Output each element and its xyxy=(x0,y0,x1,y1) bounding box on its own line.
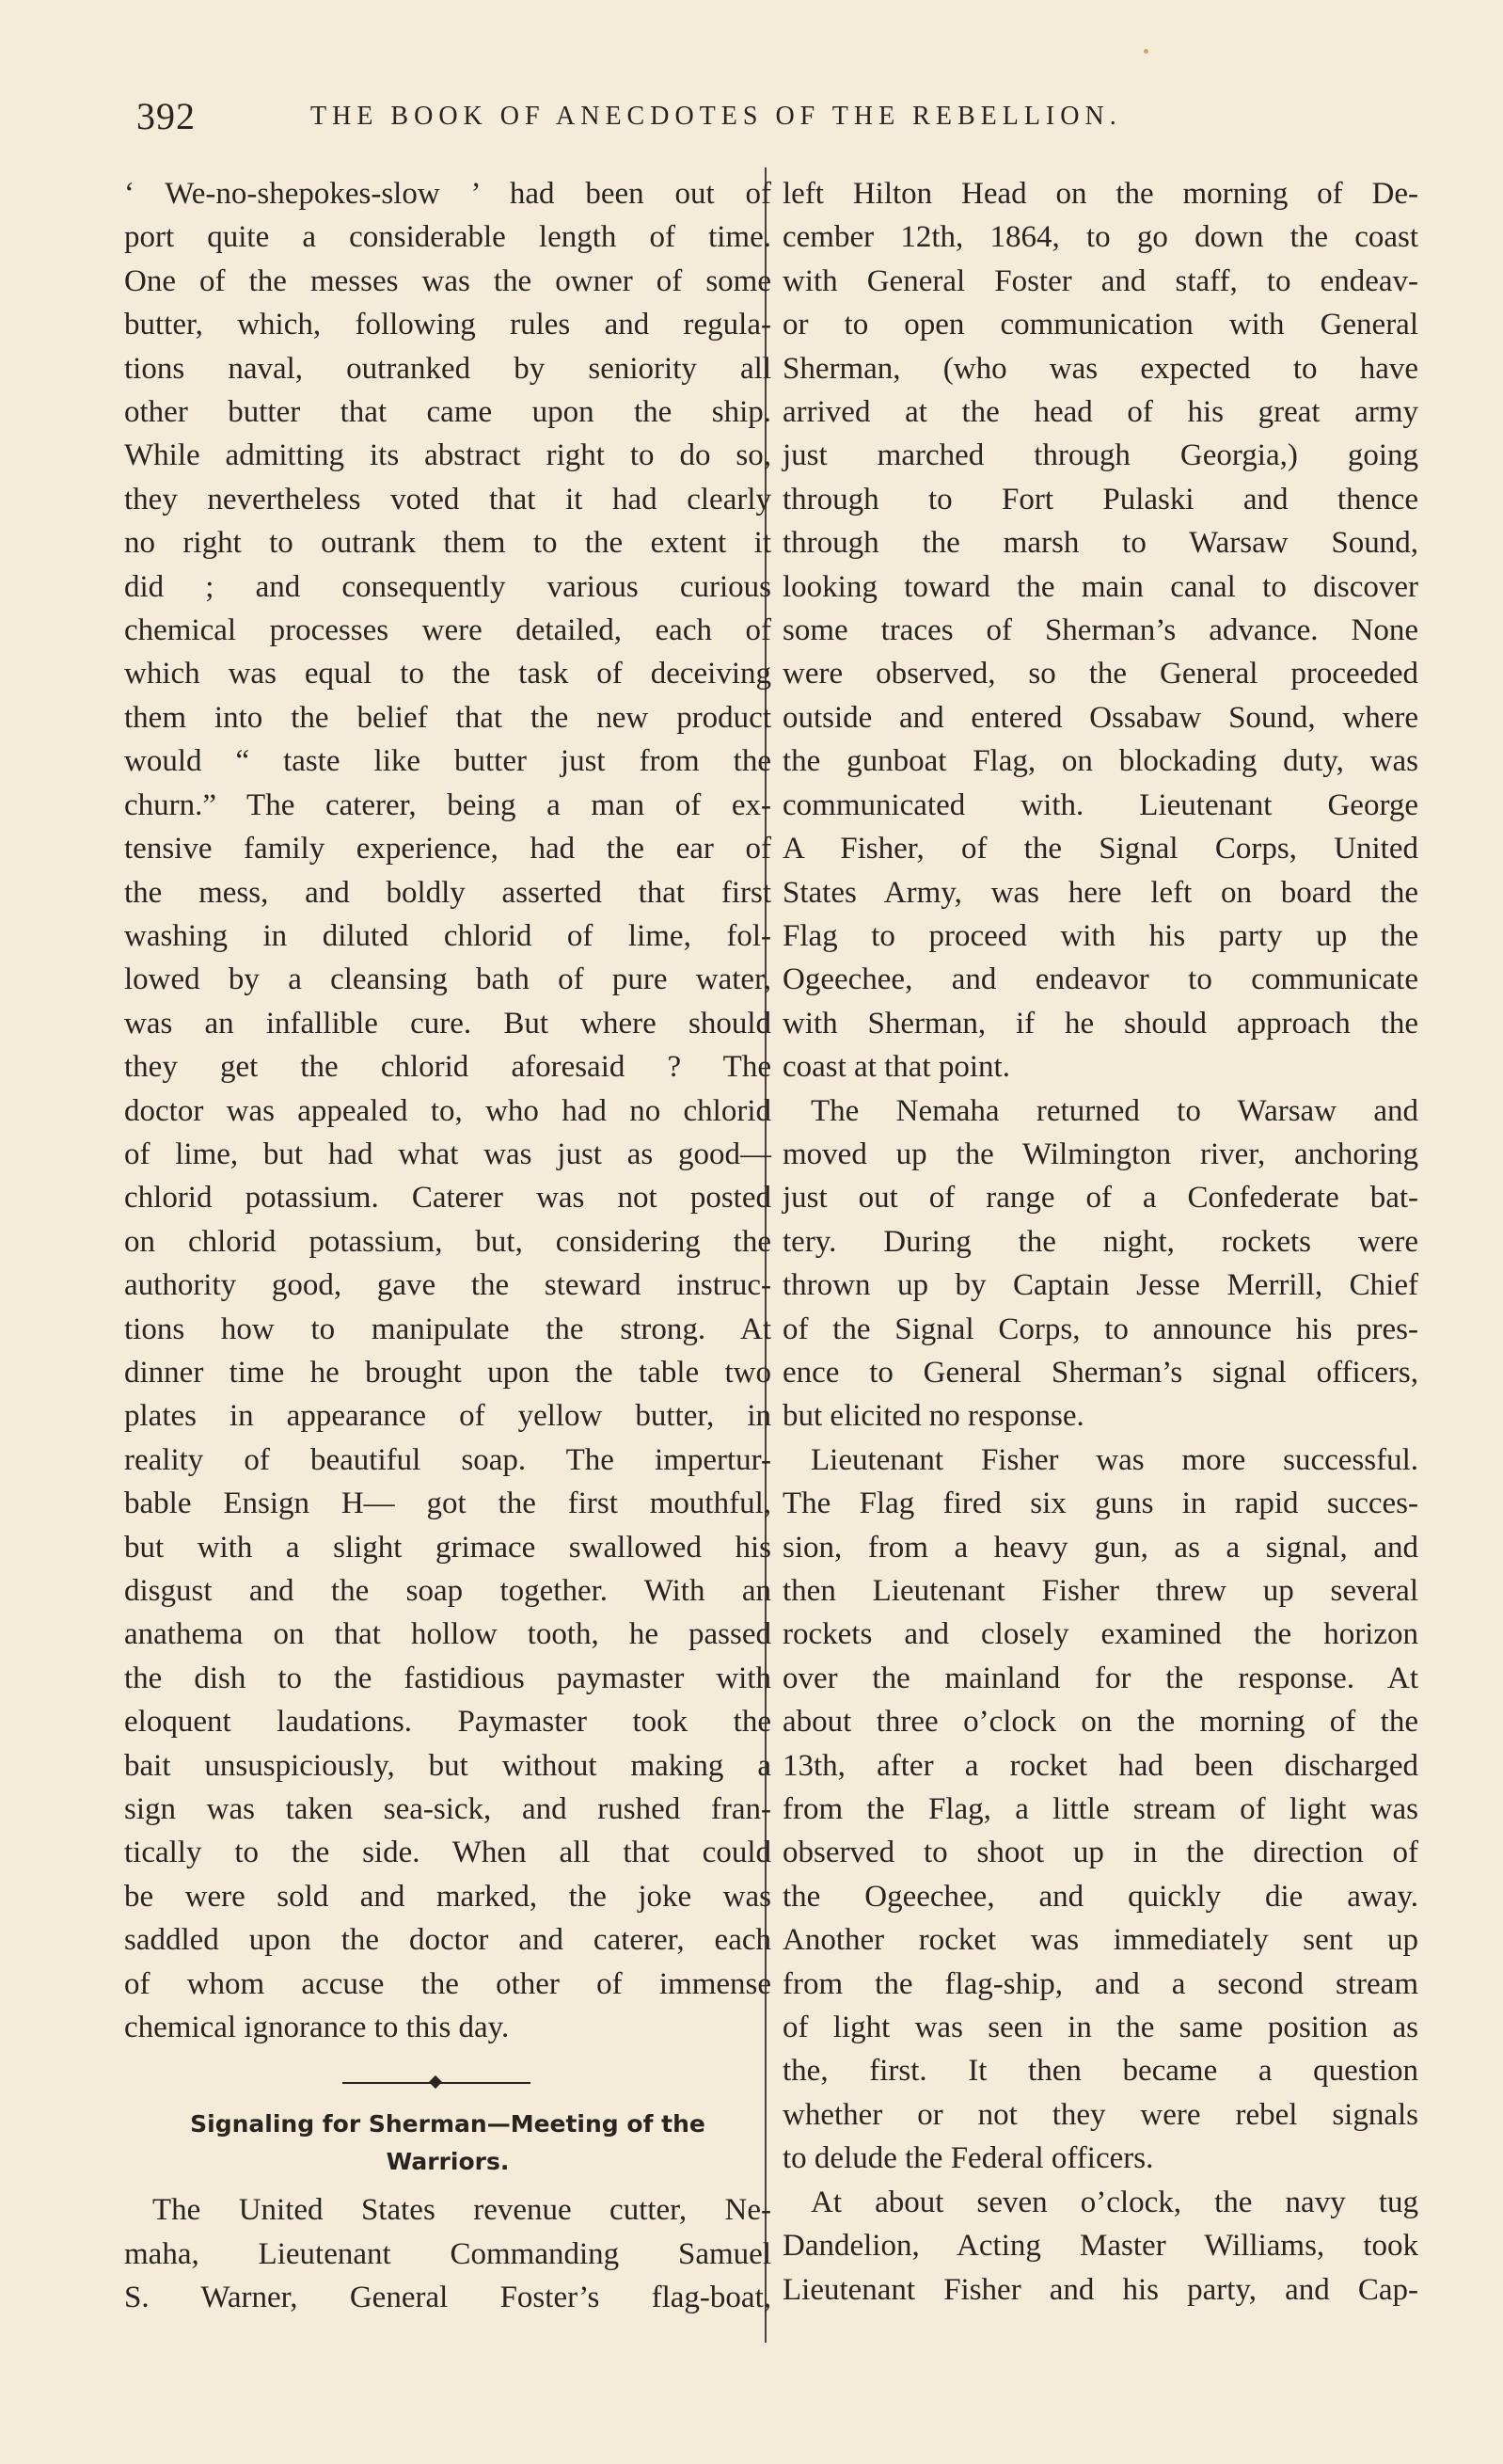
text-line: disgust and the soap together. With an xyxy=(124,1574,771,1608)
text-line: but elicited no response. xyxy=(783,1399,1084,1434)
text-line: would “ taste like butter just from the xyxy=(124,744,771,779)
text-line: Ogeechee, and endeavor to communicate xyxy=(783,962,1418,997)
text-line: was an infallible cure. But where should xyxy=(124,1006,771,1041)
text-line: whether or not they were rebel signals xyxy=(783,2097,1418,2132)
text-line: 13th, after a rocket had been discharged xyxy=(783,1748,1418,1783)
text-line: sion, from a heavy gun, as a signal, and xyxy=(783,1530,1418,1565)
text-line: outside and entered Ossabaw Sound, where xyxy=(783,700,1418,735)
text-line: were observed, so the General proceeded xyxy=(783,657,1418,692)
text-line: Flag to proceed with his party up the xyxy=(783,918,1418,953)
text-line: just out of range of a Confederate bat- xyxy=(783,1181,1418,1216)
text-line: dinner time he brought upon the table two xyxy=(124,1355,771,1390)
text-line: bait unsuspiciously, but without making a xyxy=(124,1748,771,1783)
text-line: tions how to manipulate the strong. At xyxy=(124,1311,771,1346)
text-line: A Fisher, of the Signal Corps, United xyxy=(783,832,1418,866)
text-line: authority good, gave the steward instruc- xyxy=(124,1268,771,1303)
text-line: At about seven o’clock, the navy tug xyxy=(811,2185,1418,2219)
text-line: on chlorid potassium, but, considering the xyxy=(124,1224,771,1259)
text-line: Dandelion, Acting Master Williams, took xyxy=(783,2229,1418,2264)
text-line: The Nemaha returned to Warsaw and xyxy=(811,1093,1418,1128)
text-line: tery. During the night, rockets were xyxy=(783,1224,1418,1259)
text-line: of lime, but had what was just as good— xyxy=(124,1137,771,1171)
running-head: THE BOOK OF ANECDOTES OF THE REBELLION. xyxy=(310,102,1122,131)
page-header xyxy=(136,94,1279,141)
text-line: from the Flag, a little stream of light was xyxy=(783,1792,1418,1827)
section-ornament xyxy=(124,2064,771,2100)
text-line: reality of beautiful soap. The impertur- xyxy=(124,1442,771,1477)
text-line: tically to the side. When all that could xyxy=(124,1836,771,1870)
text-line: observed to shoot up in the direction of xyxy=(783,1836,1418,1870)
text-line: of the Signal Corps, to announce his pres- xyxy=(783,1311,1418,1346)
text-line: While admitting its abstract right to do so, xyxy=(124,438,771,473)
text-line: looking toward the main canal to discover xyxy=(783,569,1418,604)
text-line: thrown up by Captain Jesse Merrill, Chief xyxy=(783,1268,1418,1303)
text-line: churn.” The caterer, being a man of ex- xyxy=(124,787,771,822)
text-line: from the flag-ship, and a second stream xyxy=(783,1966,1418,2001)
text-line: bable Ensign H— got the first mouthful, xyxy=(124,1486,771,1521)
text-line: of light was seen in the same position as xyxy=(783,2011,1418,2045)
text-line: with General Foster and staff, to endeav- xyxy=(783,263,1418,298)
text-line: saddled upon the doctor and caterer, each xyxy=(124,1923,771,1958)
text-line: moved up the Wilmington river, anchoring xyxy=(783,1137,1418,1171)
text-line: they nevertheless voted that it had clearly xyxy=(124,482,771,517)
text-line: through to Fort Pulaski and thence xyxy=(783,482,1418,517)
text-line: the dish to the fastidious paymaster with xyxy=(124,1661,771,1695)
text-line: sign was taken sea-sick, and rushed fran- xyxy=(124,1792,771,1827)
text-line: One of the messes was the owner of some xyxy=(124,263,771,298)
text-line: coast at that point. xyxy=(783,1050,1010,1085)
text-line: they get the chlorid aforesaid ? The xyxy=(124,1050,771,1085)
text-line: did ; and consequently various curious xyxy=(124,569,771,604)
text-line: the, first. It then became a question xyxy=(783,2054,1418,2089)
page-number: 392 xyxy=(136,95,196,137)
text-line: butter, which, following rules and regula- xyxy=(124,308,771,342)
text-line: ‘ We-no-shepokes-slow ’ had been out of xyxy=(124,177,771,211)
text-line: tensive family experience, had the ear of xyxy=(124,832,771,866)
text-line: chemical ignorance to this day. xyxy=(124,2011,510,2045)
text-line: Another rocket was immediately sent up xyxy=(783,1923,1418,1958)
text-line: the gunboat Flag, on blockading duty, was xyxy=(783,744,1418,779)
text-line: other butter that came upon the ship. xyxy=(124,395,771,430)
text-line: Sherman, (who was expected to have xyxy=(783,351,1418,386)
ornament-diamond xyxy=(429,2075,442,2089)
text-line: washing in diluted chlorid of lime, fol- xyxy=(124,918,771,953)
section-heading-line: Warriors. xyxy=(386,2148,510,2176)
section-heading-line: Signaling for Sherman—Meeting of the xyxy=(190,2110,705,2138)
text-line: no right to outrank them to the extent it xyxy=(124,526,771,561)
text-line: tions naval, outranked by seniority all xyxy=(124,351,771,386)
text-line: but with a slight grimace swallowed his xyxy=(124,1530,771,1565)
text-line: States Army, was here left on board the xyxy=(783,875,1418,910)
text-line: arrived at the head of his great army xyxy=(783,395,1418,430)
text-line: left Hilton Head on the morning of De- xyxy=(783,177,1418,211)
text-line: Lieutenant Fisher was more successful. xyxy=(811,1442,1418,1477)
section-heading xyxy=(124,2106,771,2181)
text-line: S. Warner, General Foster’s flag-boat, xyxy=(124,2281,771,2315)
text-line: plates in appearance of yellow butter, in xyxy=(124,1399,771,1434)
text-line: over the mainland for the response. At xyxy=(783,1661,1418,1695)
text-line: eloquent laudations. Paymaster took the xyxy=(124,1705,771,1740)
text-line: which was equal to the task of deceiving xyxy=(124,657,771,692)
right-column xyxy=(783,172,1418,2312)
text-line: communicated with. Lieutenant George xyxy=(783,787,1418,822)
text-line: to delude the Federal officers. xyxy=(783,2141,1154,2176)
text-line: the Ogeechee, and quickly die away. xyxy=(783,1879,1418,1914)
paper-stain xyxy=(1144,49,1148,54)
text-line: the mess, and boldly asserted that first xyxy=(124,875,771,910)
text-line: through the marsh to Warsaw Sound, xyxy=(783,526,1418,561)
text-line: about three o’clock on the morning of the xyxy=(783,1705,1418,1740)
text-line: chemical processes were detailed, each of xyxy=(124,613,771,648)
text-line: or to open communication with General xyxy=(783,308,1418,342)
text-line: anathema on that hollow tooth, he passed xyxy=(124,1617,771,1652)
text-line: The Flag fired six guns in rapid succes- xyxy=(783,1486,1418,1521)
text-line: ence to General Sherman’s signal officers, xyxy=(783,1355,1418,1390)
text-line: Lieutenant Fisher and his party, and Cap- xyxy=(783,2272,1418,2307)
text-line: cember 12th, 1864, to go down the coast xyxy=(783,220,1418,255)
text-line: of whom accuse the other of immense xyxy=(124,1966,771,2001)
text-line: lowed by a cleansing bath of pure water, xyxy=(124,962,771,997)
text-line: then Lieutenant Fisher threw up several xyxy=(783,1574,1418,1608)
text-line: doctor was appealed to, who had no chlorid xyxy=(124,1093,771,1128)
text-line: port quite a considerable length of time. xyxy=(124,220,771,255)
text-line: rockets and closely examined the horizon xyxy=(783,1617,1418,1652)
text-line: chlorid potassium. Caterer was not posted xyxy=(124,1181,771,1216)
text-line: with Sherman, if he should approach the xyxy=(783,1006,1418,1041)
text-line: maha, Lieutenant Commanding Samuel xyxy=(124,2236,771,2271)
text-line: some traces of Sherman’s advance. None xyxy=(783,613,1418,648)
text-line: be were sold and marked, the joke was xyxy=(124,1879,771,1914)
text-line: just marched through Georgia,) going xyxy=(783,438,1418,473)
text-line: them into the belief that the new product xyxy=(124,700,771,735)
left-column xyxy=(124,172,771,2320)
text-line: The United States revenue cutter, Ne- xyxy=(152,2193,771,2228)
